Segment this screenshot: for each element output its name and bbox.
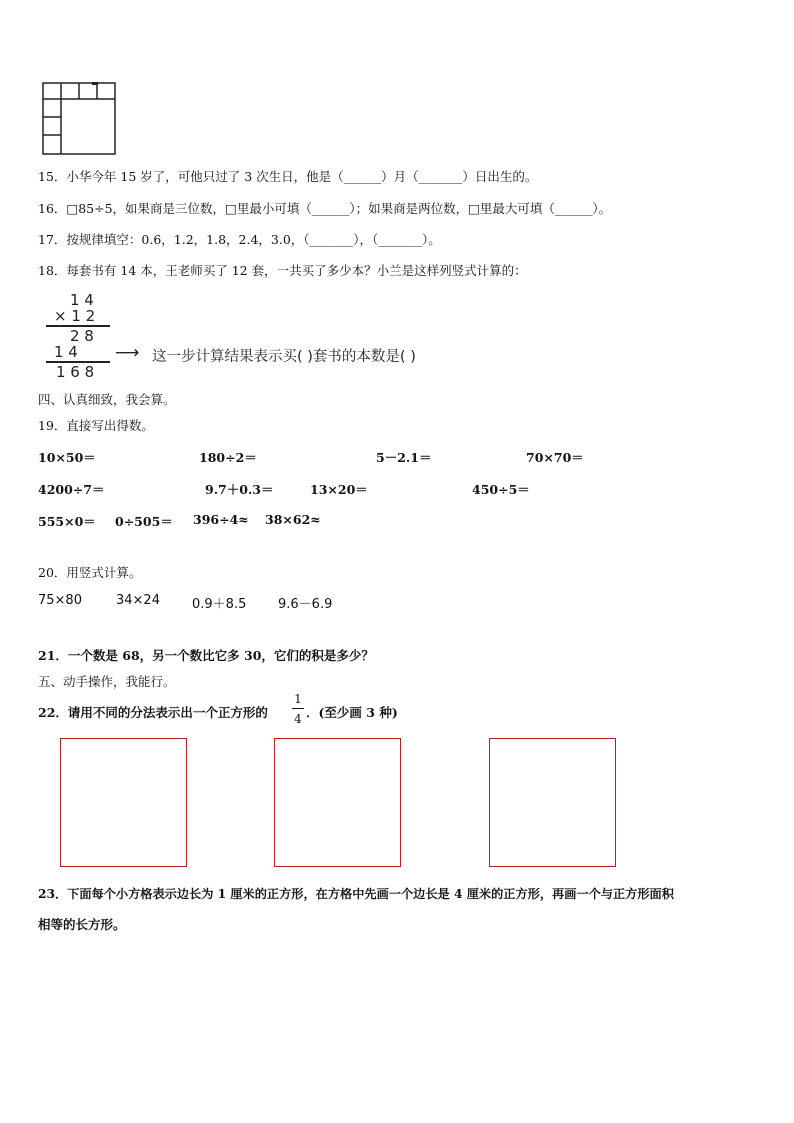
vc-row1: 1 4 bbox=[70, 291, 94, 309]
calc-item: 450÷5＝ bbox=[472, 482, 530, 497]
vc-row3: 2 8 bbox=[70, 327, 94, 345]
vc-row2: × 1 2 bbox=[54, 307, 96, 325]
calc-item: 5－2.1＝ bbox=[376, 450, 432, 465]
calc-item: 180÷2＝ bbox=[199, 450, 257, 465]
grid-figure bbox=[42, 82, 116, 155]
q20-item: 9.6－6.9 bbox=[278, 597, 333, 612]
question-19: 19．直接写出得数。 bbox=[38, 418, 154, 433]
fraction-numerator: 1 bbox=[294, 692, 302, 706]
vc-row5: 1 6 8 bbox=[56, 363, 95, 381]
drawing-box-1[interactable] bbox=[60, 738, 187, 867]
vc-note: 这一步计算结果表示买( )套书的本数是( ) bbox=[152, 349, 416, 365]
question-21: 21．一个数是 68，另一个数比它多 30，它们的积是多少？ bbox=[38, 648, 374, 663]
calc-item: 9.7＋0.3＝ bbox=[205, 482, 274, 497]
question-22-suffix: ．(至少画 3 种) bbox=[306, 705, 398, 720]
calc-item: 0÷505＝ bbox=[115, 514, 173, 529]
question-15: 15．小华今年 15 岁了，可他只过了 3 次生日，他是（______）月（_______）日出生的。 bbox=[38, 169, 538, 184]
q20-item: 75×80 bbox=[38, 593, 82, 608]
section-4-heading: 四、认真细致，我会算。 bbox=[38, 392, 176, 407]
calc-item: 396÷4≈ bbox=[193, 512, 249, 527]
question-20: 20．用竖式计算。 bbox=[38, 565, 142, 580]
q20-item: 34×24 bbox=[116, 593, 160, 608]
calc-item: 70×70＝ bbox=[526, 450, 584, 465]
fraction-denominator: 4 bbox=[294, 712, 302, 726]
section-5-heading: 五、动手操作，我能行。 bbox=[38, 674, 176, 689]
question-23-line1: 23．下面每个小方格表示边长为 1 厘米的正方形，在方格中先画一个边长是 4 厘米的正方形，再画一个与正方形面积 bbox=[38, 887, 674, 901]
calc-item: 4200÷7＝ bbox=[38, 482, 105, 497]
fraction-bar bbox=[292, 708, 304, 709]
question-16: 16．□85÷5，如果商是三位数，□里最小可填（______）；如果商是两位数，□里最大可填（______）。 bbox=[38, 201, 612, 216]
vc-row4: 1 4 bbox=[54, 343, 78, 361]
calc-item: 38×62≈ bbox=[265, 512, 321, 527]
calc-item: 555×0＝ bbox=[38, 514, 96, 529]
question-17: 17．按规律填空：0.6，1.2，1.8，2.4，3.0，（_______），（_______）。 bbox=[38, 232, 441, 247]
drawing-box-2[interactable] bbox=[274, 738, 401, 867]
vc-arrow: ⟶ bbox=[115, 343, 140, 363]
q20-item: 0.9＋8.5 bbox=[192, 597, 247, 612]
calc-item: 13×20＝ bbox=[310, 482, 368, 497]
calc-item: 10×50＝ bbox=[38, 450, 96, 465]
question-23-line2: 相等的长方形。 bbox=[38, 917, 126, 932]
drawing-box-3[interactable] bbox=[489, 738, 616, 867]
question-18: 18．每套书有 14 本，王老师买了 12 套，一共买了多少本？小兰是这样列竖式计算的： bbox=[38, 263, 527, 278]
question-22-prefix: 22．请用不同的分法表示出一个正方形的 bbox=[38, 705, 268, 720]
